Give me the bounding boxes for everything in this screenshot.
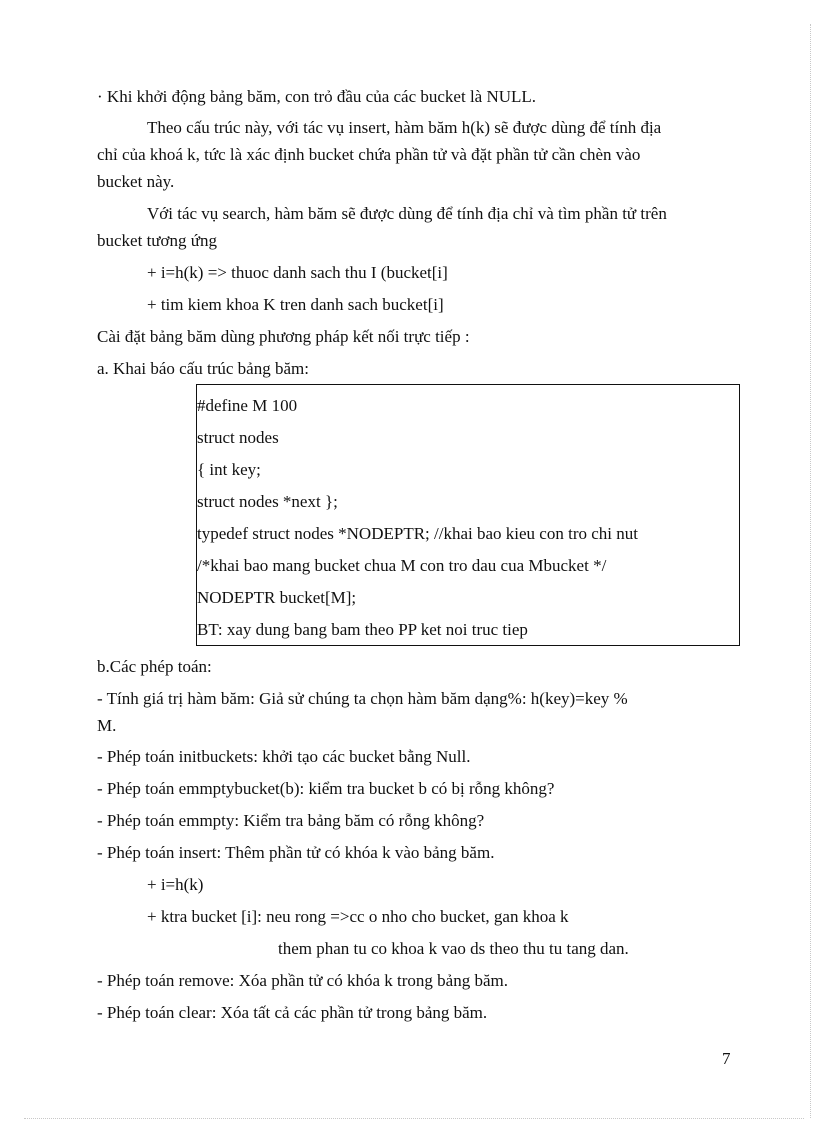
paragraph-init-null: · Khi khởi động bảng băm, con trỏ đầu của các bucket là NULL. [97, 87, 537, 106]
code-line: BT: xay dung bang bam theo PP ket noi truc tiep [197, 620, 528, 639]
code-line: typedef struct nodes *NODEPTR; //khai bao kieu con tro chi nut [197, 524, 638, 543]
op-initbuckets: - Phép toán initbuckets: khởi tạo các bucket bằng Null. [97, 747, 471, 766]
paragraph-insert-line-2: chỉ của khoá k, tức là xác định bucket chứa phần tử và đặt phần tử cần chèn vào [97, 145, 641, 164]
op-insert: - Phép toán insert: Thêm phần tử có khóa k vào bảng băm. [97, 843, 495, 862]
op-insert-step-3: them phan tu co khoa k vao ds theo thu tu tang dan. [278, 939, 629, 958]
op-emptybucket: - Phép toán emmptybucket(b): kiểm tra bucket b có bị rỗng không? [97, 779, 555, 798]
op-remove: - Phép toán remove: Xóa phần tử có khóa k trong bảng băm. [97, 971, 508, 990]
paragraph-search-line-1: Với tác vụ search, hàm băm sẽ được dùng để tính địa chỉ và tìm phần tử trên [147, 204, 667, 223]
op-clear: - Phép toán clear: Xóa tất cả các phần tử trong bảng băm. [97, 1003, 488, 1022]
code-line: NODEPTR bucket[M]; [197, 588, 357, 607]
paragraph-direct-chaining: Cài đặt bảng băm dùng phương pháp kết nối trực tiếp : [97, 327, 470, 346]
bullet-hash-index: + i=h(k) => thuoc danh sach thu I (bucket[i] [147, 263, 448, 282]
paragraph-insert-line-1: Theo cấu trúc này, với tác vụ insert, hàm băm h(k) sẽ được dùng để tính địa [147, 118, 662, 137]
bullet-search-list: + tim kiem khoa K tren danh sach bucket[i] [147, 295, 444, 314]
code-line: struct nodes [197, 428, 279, 447]
op-hash-line-1: - Tính giá trị hàm băm: Giả sử chúng ta chọn hàm băm dạng%: h(key)=key % [97, 689, 628, 708]
op-insert-step-1: + i=h(k) [147, 875, 204, 894]
op-empty: - Phép toán emmpty: Kiểm tra bảng băm có rỗng không? [97, 811, 485, 830]
page-border-right [810, 24, 811, 1118]
paragraph-insert-line-3: bucket này. [97, 172, 175, 191]
op-insert-step-2: + ktra bucket [i]: neu rong =>cc o nho cho bucket, gan khoa k [147, 907, 569, 926]
paragraph-search-line-2: bucket tương ứng [97, 231, 217, 250]
code-block [196, 384, 740, 646]
section-heading-operations: b.Các phép toán: [97, 657, 212, 676]
op-hash-line-2: M. [97, 716, 117, 735]
code-line: struct nodes *next }; [197, 492, 338, 511]
section-heading-declaration: a. Khai báo cấu trúc bảng băm: [97, 359, 309, 378]
page-number: 7 [722, 1049, 731, 1068]
code-line: #define M 100 [197, 396, 298, 415]
code-line: /*khai bao mang bucket chua M con tro dau cua Mbucket */ [197, 556, 607, 575]
page-border-bottom [24, 1118, 804, 1119]
code-line: { int key; [197, 460, 261, 479]
